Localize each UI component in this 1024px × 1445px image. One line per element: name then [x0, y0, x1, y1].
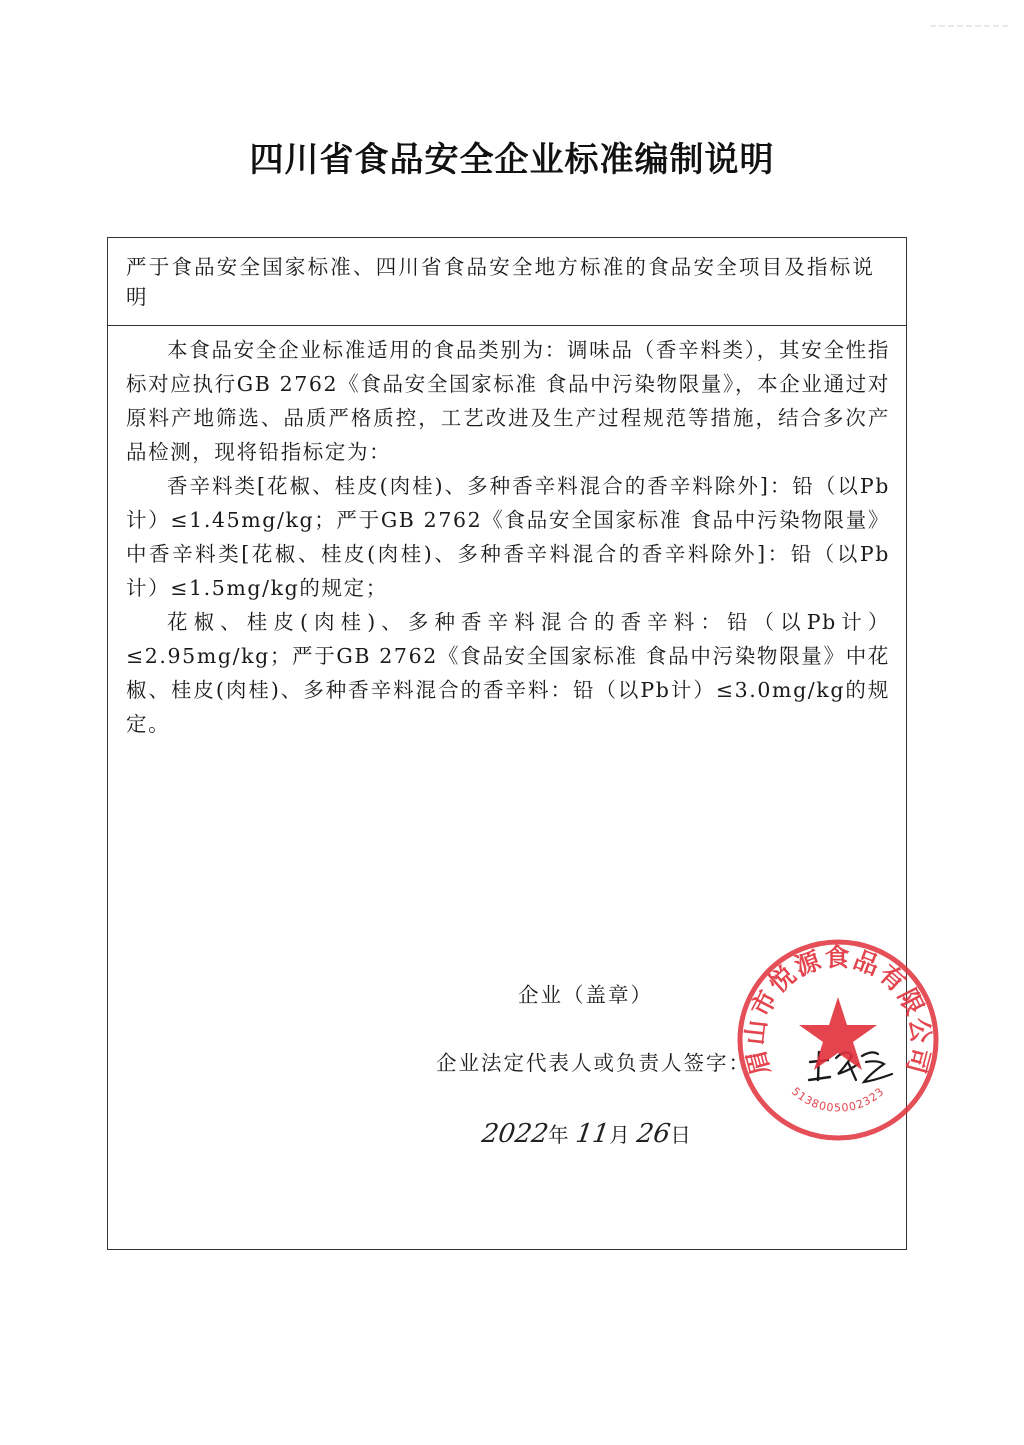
- signing-date: [479, 1118, 692, 1158]
- svg-text:5138005002323: 5138005002323: [789, 1084, 887, 1115]
- paragraph-spice-general: 香辛料类[花椒、桂皮(肉桂)、多种香辛料混合的香辛料除外]：铅（以Pb计）≤1.45mg/kg；严于GB 2762《食品安全国家标准 食品中污染物限量》中香辛料类[花椒、桂皮(肉桂)、多种香辛料混合的香辛料除外]：铅（以Pb计）≤1.5mg/kg的规定；: [126, 474, 890, 600]
- seal-star: [799, 997, 877, 1070]
- seal-label: 企业（盖章）: [518, 983, 653, 1007]
- signer-label: 企业法定代表人或负责人签字：: [436, 1051, 751, 1075]
- explanation-body: [108, 327, 906, 741]
- date-month: 11: [574, 1119, 612, 1149]
- date-year-unit: 年: [548, 1123, 570, 1147]
- paragraph-intro: 本食品安全企业标准适用的食品类别为：调味品（香辛料类），其安全性指标对应执行GB 2762《食品安全国家标准 食品中污染物限量》，本企业通过对原料产地筛选、品质严格质控，工艺改进及生产过程规范等措施，结合多次产品检测，现将铅指标定为：: [126, 338, 890, 464]
- date-day: 26: [635, 1119, 673, 1149]
- date-month-unit: 月: [609, 1123, 631, 1147]
- company-seal: [733, 935, 943, 1145]
- section-heading: 严于食品安全国家标准、四川省食品安全地方标准的食品安全项目及指标说明: [108, 238, 906, 326]
- page-title: 四川省食品安全企业标准编制说明: [249, 140, 775, 180]
- date-year: 2022: [479, 1119, 551, 1149]
- paragraph-spice-special: 花椒、桂皮(肉桂)、多种香辛料混合的香辛料：铅（以Pb计）≤2.95mg/kg；严于GB 2762《食品安全国家标准 食品中污染物限量》中花椒、桂皮(肉桂)、多种香辛料混合的香辛料：铅（以Pb计）≤3.0mg/kg的规定。: [126, 610, 890, 736]
- svg-text:眉山市悦源食品有限公司: 眉山市悦源食品有限公司: [740, 943, 936, 1079]
- scan-artifact: [930, 14, 1010, 20]
- date-day-unit: 日: [670, 1123, 692, 1147]
